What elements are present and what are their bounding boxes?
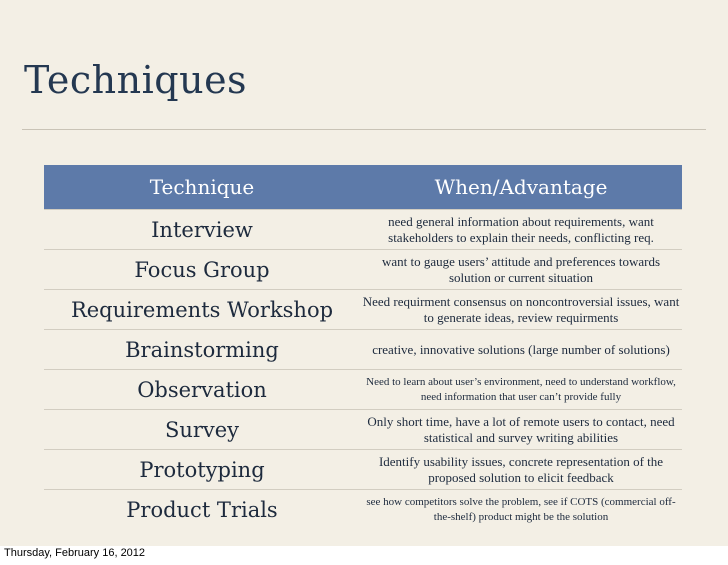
advantage-cell: Identify usability issues, concrete representation of the proposed solution to elicit feedback bbox=[360, 450, 682, 490]
table-header-row bbox=[44, 165, 682, 210]
advantage-cell: Need to learn about user’s environment, need to understand workflow, need information that user can’t provide fully bbox=[360, 370, 682, 410]
table-row bbox=[44, 330, 682, 370]
advantage-cell: need general information about requirements, want stakeholders to explain their needs, conflicting req. bbox=[360, 210, 682, 250]
table-row bbox=[44, 250, 682, 290]
header-technique: Technique bbox=[44, 165, 360, 210]
technique-cell: Interview bbox=[44, 210, 360, 250]
advantage-cell: see how competitors solve the problem, see if COTS (commercial off-the-shelf) product might be the solution bbox=[360, 490, 682, 530]
techniques-table bbox=[44, 165, 682, 529]
technique-cell: Observation bbox=[44, 370, 360, 410]
title-divider bbox=[22, 129, 706, 130]
advantage-cell: creative, innovative solutions (large number of solutions) bbox=[360, 330, 682, 370]
technique-cell: Survey bbox=[44, 410, 360, 450]
table-row bbox=[44, 210, 682, 250]
table-row bbox=[44, 370, 682, 410]
footer-date: Thursday, February 16, 2012 bbox=[4, 547, 146, 559]
technique-cell: Requirements Workshop bbox=[44, 290, 360, 330]
advantage-cell: Only short time, have a lot of remote users to contact, need statistical and survey writing abilities bbox=[360, 410, 682, 450]
technique-cell: Focus Group bbox=[44, 250, 360, 290]
table-row bbox=[44, 490, 682, 530]
header-when-advantage: When/Advantage bbox=[360, 165, 682, 210]
advantage-cell: Need requirment consensus on noncontroversial issues, want to generate ideas, review requirments bbox=[360, 290, 682, 330]
technique-cell: Product Trials bbox=[44, 490, 360, 530]
table-row bbox=[44, 290, 682, 330]
technique-cell: Prototyping bbox=[44, 450, 360, 490]
slide-title: Techniques bbox=[24, 58, 248, 102]
table-row bbox=[44, 410, 682, 450]
advantage-cell: want to gauge users’ attitude and preferences towards solution or current situation bbox=[360, 250, 682, 290]
table-row bbox=[44, 450, 682, 490]
technique-cell: Brainstorming bbox=[44, 330, 360, 370]
